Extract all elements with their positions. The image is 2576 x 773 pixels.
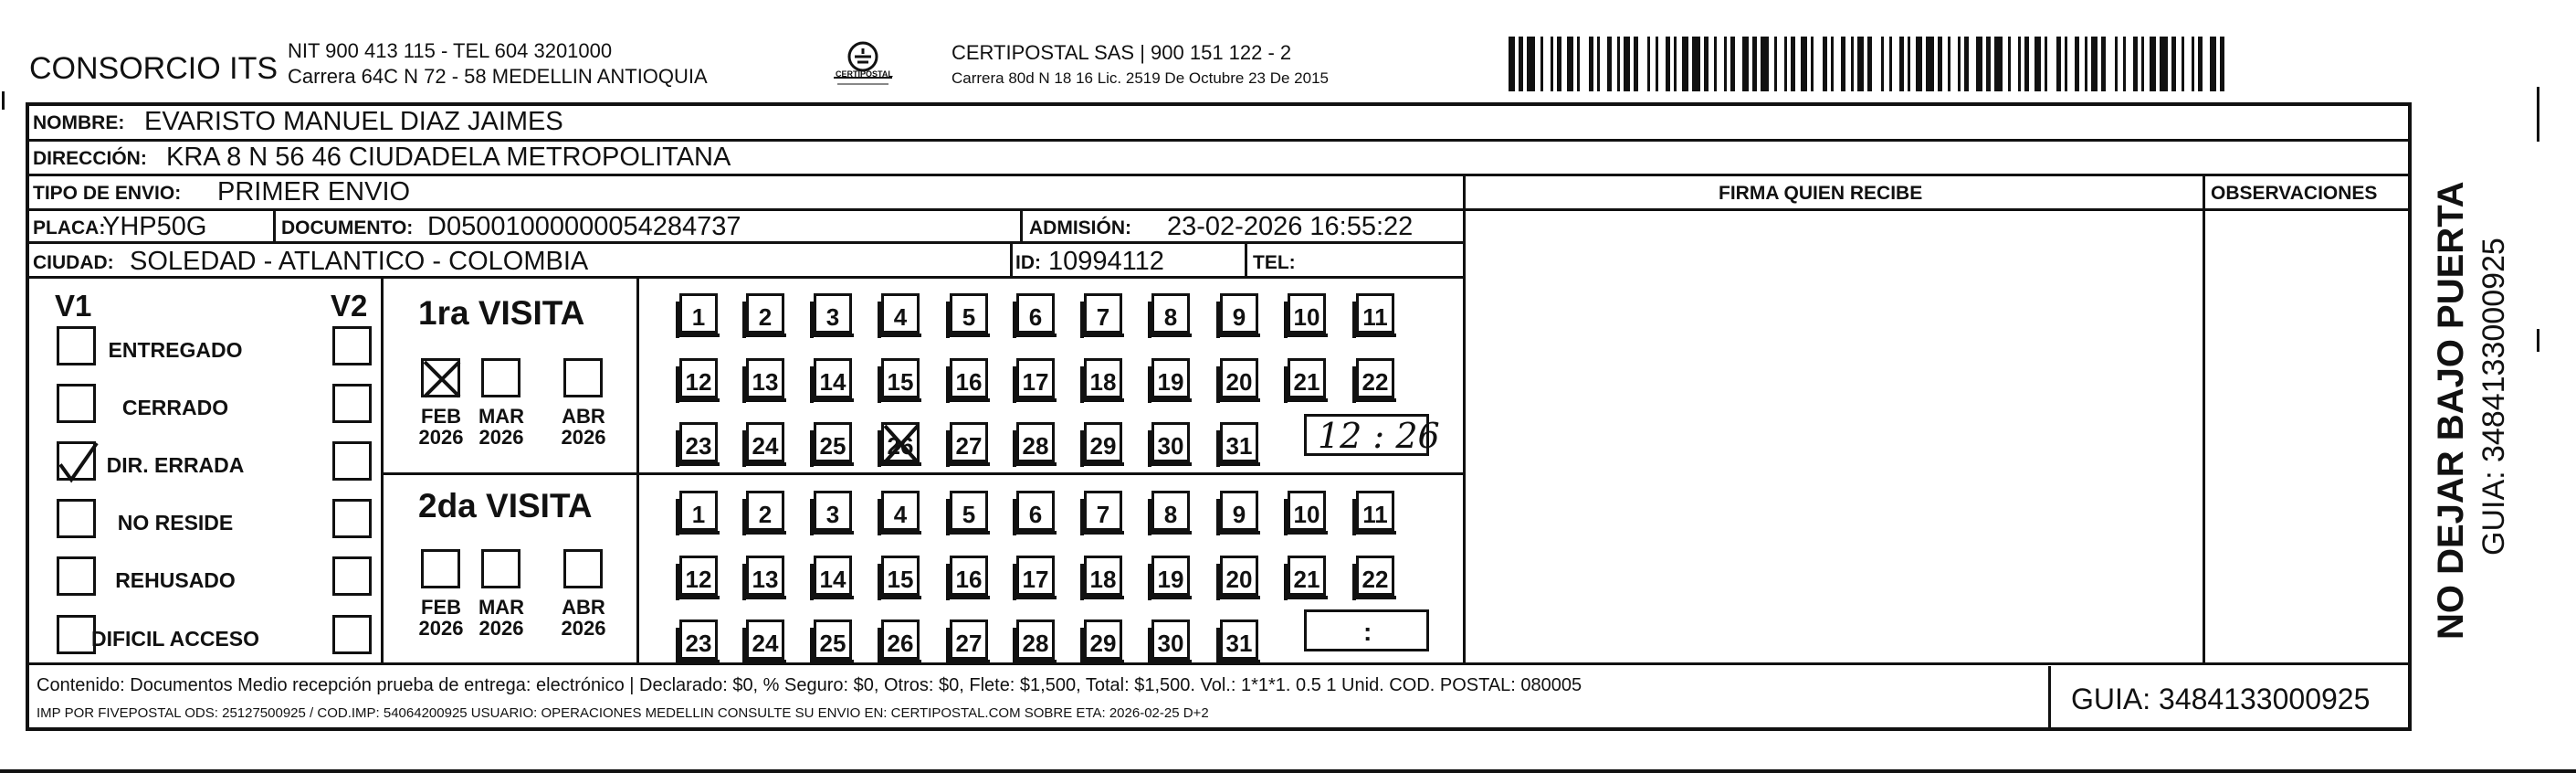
day-number: 6: [1028, 501, 1043, 528]
day-number: 28: [1022, 432, 1049, 460]
admision-label: ADMISIÓN:: [1029, 217, 1131, 238]
visit2-month-checkbox[interactable]: [421, 549, 460, 588]
v2-checkbox[interactable]: [332, 384, 372, 423]
day-number: 27: [955, 432, 983, 460]
visit1-day-box[interactable]: [1288, 293, 1326, 334]
day-number: 27: [955, 630, 983, 657]
day-number: 18: [1089, 566, 1117, 593]
visit2-day-box[interactable]: [881, 556, 920, 596]
visit1-month-checkbox[interactable]: [421, 358, 460, 397]
company-nit: NIT 900 413 115 - TEL 604 3201000: [288, 39, 613, 62]
status-option-label: REHUSADO: [115, 568, 236, 592]
visit1-month-checkbox[interactable]: [481, 358, 520, 397]
visit1-time-box[interactable]: [1304, 414, 1440, 456]
visit1-day-box[interactable]: [881, 422, 920, 462]
visit2-day-box[interactable]: [1151, 619, 1190, 660]
visit1-day-box[interactable]: [1356, 293, 1394, 334]
visit2-day-box[interactable]: [1084, 619, 1122, 660]
visit1-day-box[interactable]: [1084, 293, 1122, 334]
visit1-day-box[interactable]: [1084, 358, 1122, 398]
placa-label: PLACA:: [33, 217, 106, 238]
day-number: 2: [758, 303, 773, 331]
visit1-day-box[interactable]: [679, 293, 718, 334]
direccion-value: KRA 8 N 56 46 CIUDADELA METROPOLITANA: [166, 143, 731, 172]
visit1-month-checkbox[interactable]: [563, 358, 603, 397]
visit2-month-label: FEB 2026: [418, 596, 464, 641]
v2-checkbox[interactable]: [332, 556, 372, 596]
day-number: 21: [1293, 368, 1320, 396]
visit2-day-box[interactable]: [1151, 491, 1190, 531]
visit2-day-box[interactable]: [746, 491, 784, 531]
visit2-day-box[interactable]: [679, 491, 718, 531]
admision-value: 23-02-2026 16:55:22: [1167, 212, 1414, 241]
tel-label: TEL:: [1253, 252, 1296, 273]
day-number: 14: [819, 566, 846, 593]
visit1-month-label: FEB 2026: [418, 405, 464, 450]
visit1-day-box[interactable]: [814, 358, 852, 398]
day-number: 30: [1157, 432, 1184, 460]
status-option-label: DIR. ERRADA: [106, 453, 245, 477]
visit2-day-box[interactable]: [1220, 491, 1258, 531]
day-number: 17: [1022, 566, 1049, 593]
visit2-day-box[interactable]: [746, 556, 784, 596]
visit2-day-box[interactable]: [1356, 491, 1394, 531]
visit1-day-box[interactable]: [1151, 293, 1190, 334]
contenido-text: Contenido: Documentos Medio recepción prueba de entrega: electrónico | Declarado: $0, % Seguro: $0, Otros: $0, Flete: $1,500, Total: $1,500. Vol.: 1*1*1. 0.5 1 Unid. COD. POSTAL: 080005: [37, 675, 1582, 695]
v2-label: V2: [331, 289, 368, 323]
day-number: 29: [1089, 432, 1117, 460]
nombre-value: EVARISTO MANUEL DIAZ JAIMES: [144, 107, 563, 136]
day-number: 31: [1225, 432, 1253, 460]
visit1-day-box[interactable]: [679, 358, 718, 398]
no-dejar-notice: NO DEJAR BAJO PUERTA: [2431, 181, 2471, 640]
x-mark-icon: [421, 358, 463, 400]
day-number: 19: [1157, 368, 1184, 396]
direccion-label: DIRECCIÓN:: [33, 148, 147, 169]
v1-label: V1: [55, 289, 92, 323]
visit2-day-box[interactable]: [1084, 556, 1122, 596]
visit2-day-box[interactable]: [1220, 619, 1258, 660]
visit2-month-checkbox[interactable]: [481, 549, 520, 588]
day-number: 22: [1362, 368, 1389, 396]
visit1-day-box[interactable]: [1016, 358, 1055, 398]
visit2-day-box[interactable]: [950, 556, 988, 596]
visit2-day-box[interactable]: [1288, 491, 1326, 531]
courier-info: CERTIPOSTAL SAS | 900 151 122 - 2: [952, 41, 1292, 64]
visit1-day-box[interactable]: [814, 293, 852, 334]
day-number: 4: [893, 501, 908, 528]
logo-label: CERTIPOSTAL: [836, 69, 893, 79]
ciudad-value: SOLEDAD - ATLANTICO - COLOMBIA: [130, 247, 589, 276]
day-number: 5: [962, 303, 976, 331]
imp-text: IMP POR FIVEPOSTAL ODS: 25127500925 / COD.IMP: 54064200925 USUARIO: OPERACIONES MEDELLIN CONSULTE SU ENVIO EN: CERTIPOSTAL.COM SOBRE ETA: 2026-02-25 D+2: [37, 705, 1209, 721]
day-number: 28: [1022, 630, 1049, 657]
visit2-day-box[interactable]: [814, 491, 852, 531]
guia-box: [2048, 666, 2412, 731]
visit1-day-box[interactable]: [679, 422, 718, 462]
visit1-day-box[interactable]: [881, 293, 920, 334]
day-number: 3: [825, 501, 840, 528]
company-address: Carrera 64C N 72 - 58 MEDELLIN ANTIOQUIA: [288, 65, 708, 88]
day-number: 11: [1362, 303, 1388, 331]
day-number: 22: [1362, 566, 1389, 593]
visit1-day-box[interactable]: [1220, 422, 1258, 462]
courier-license: Carrera 80d N 18 16 Lic. 2519 De Octubre 23 De 2015: [952, 69, 1329, 87]
visit1-day-box[interactable]: [814, 422, 852, 462]
certipostal-logo: [826, 37, 899, 93]
documento-label: DOCUMENTO:: [281, 217, 414, 238]
id-label: ID:: [1015, 252, 1041, 273]
company-name: CONSORCIO ITS: [29, 51, 279, 86]
visit1-day-box[interactable]: [1220, 293, 1258, 334]
day-number: 15: [887, 368, 914, 396]
day-number: 2: [758, 501, 773, 528]
visit2-day-box[interactable]: [950, 491, 988, 531]
status-option-label: CERRADO: [121, 396, 229, 419]
day-number: 18: [1089, 368, 1117, 396]
visit2-title: 2da VISITA: [418, 487, 593, 524]
visit1-day-box[interactable]: [746, 358, 784, 398]
visit2-day-box[interactable]: [1016, 619, 1055, 660]
visit1-day-box[interactable]: [881, 358, 920, 398]
day-number: 1: [691, 303, 706, 331]
visit1-day-box[interactable]: [746, 293, 784, 334]
visit2-month-checkbox[interactable]: [563, 549, 603, 588]
day-number: 8: [1163, 501, 1178, 528]
day-number: 17: [1022, 368, 1049, 396]
observaciones-header: OBSERVACIONES: [2211, 183, 2378, 204]
day-number: 24: [752, 630, 779, 657]
visit1-day-box[interactable]: [1151, 422, 1190, 462]
visit2-time: :: [1363, 618, 1372, 646]
visit2-month-label: MAR 2026: [478, 596, 525, 641]
visit2-day-box[interactable]: [1016, 491, 1055, 531]
side-guia: GUIA: 3484133000925: [2476, 238, 2511, 556]
day-number: 1: [691, 501, 706, 528]
day-number: 10: [1293, 501, 1320, 528]
visit2-time-box[interactable]: [1304, 609, 1429, 651]
day-number: 16: [955, 566, 983, 593]
firma-header: FIRMA QUIEN RECIBE: [1719, 183, 1923, 204]
visit1-day-box[interactable]: [1016, 422, 1055, 462]
day-number: 19: [1157, 566, 1184, 593]
tipo-envio-label: TIPO DE ENVIO:: [33, 183, 182, 204]
tipo-envio-value: PRIMER ENVIO: [217, 177, 411, 206]
barcode: [1505, 37, 2226, 93]
day-number: 7: [1096, 303, 1110, 331]
visit1-day-box[interactable]: [1151, 358, 1190, 398]
visit2-day-box[interactable]: [679, 619, 718, 660]
day-number: 13: [752, 566, 779, 593]
day-number: 3: [825, 303, 840, 331]
visit2-day-box[interactable]: [1220, 556, 1258, 596]
day-number: 16: [955, 368, 983, 396]
id-value: 10994112: [1048, 247, 1164, 276]
visit2-day-box[interactable]: [1151, 556, 1190, 596]
v2-checkbox[interactable]: [332, 326, 372, 365]
day-number: 29: [1089, 630, 1117, 657]
day-number: 25: [819, 630, 846, 657]
visit2-month-label: ABR 2026: [561, 596, 606, 641]
day-number: 10: [1293, 303, 1320, 331]
day-number: 8: [1163, 303, 1178, 331]
day-number: 4: [893, 303, 908, 331]
visit2-day-box[interactable]: [1356, 556, 1394, 596]
visit1-day-box[interactable]: [1016, 293, 1055, 334]
day-number: 31: [1225, 630, 1253, 657]
visit1-month-label: ABR 2026: [561, 405, 606, 450]
day-number: 14: [819, 368, 846, 396]
nombre-label: NOMBRE:: [33, 112, 125, 133]
visit1-day-box[interactable]: [1084, 422, 1122, 462]
day-number: 25: [819, 432, 846, 460]
day-number: 13: [752, 368, 779, 396]
status-option-label: ENTREGADO: [108, 338, 243, 362]
day-number: 23: [685, 432, 712, 460]
visit1-day-box[interactable]: [1288, 358, 1326, 398]
visit1-day-box[interactable]: [950, 422, 988, 462]
placa-value: YHP50G: [102, 212, 207, 241]
day-number: 12: [685, 368, 712, 396]
day-number: 23: [685, 630, 712, 657]
day-number: 6: [1028, 303, 1043, 331]
visit2-day-box[interactable]: [881, 619, 920, 660]
day-number: 26: [887, 432, 914, 460]
visit2-day-box[interactable]: [950, 619, 988, 660]
visit1-day-box[interactable]: [950, 358, 988, 398]
visit2-day-box[interactable]: [1288, 556, 1326, 596]
visit2-day-box[interactable]: [679, 556, 718, 596]
visit2-day-box[interactable]: [881, 491, 920, 531]
x-mark-icon: [881, 422, 921, 466]
day-number: 11: [1362, 501, 1388, 528]
documento-value: D05001000000054284737: [427, 212, 741, 241]
day-number: 20: [1225, 566, 1253, 593]
v2-checkbox[interactable]: [332, 499, 372, 538]
day-number: 30: [1157, 630, 1184, 657]
v2-checkbox[interactable]: [332, 615, 372, 654]
visit1-day-box[interactable]: [746, 422, 784, 462]
day-number: 12: [685, 566, 712, 593]
status-option-label: DIFICIL ACCESO: [90, 627, 259, 651]
guia-footer: GUIA: 3484133000925: [2071, 683, 2371, 715]
visit1-day-box[interactable]: [950, 293, 988, 334]
day-number: 21: [1293, 566, 1320, 593]
visit2-day-box[interactable]: [746, 619, 784, 660]
status-option-label: NO RESIDE: [117, 511, 234, 535]
day-number: 20: [1225, 368, 1253, 396]
day-number: 26: [887, 630, 914, 657]
day-number: 15: [887, 566, 914, 593]
visit1-month-label: MAR 2026: [478, 405, 525, 450]
visit2-day-box[interactable]: [814, 619, 852, 660]
visit1-title: 1ra VISITA: [418, 294, 585, 332]
visit1-day-box[interactable]: [1356, 358, 1394, 398]
day-number: 24: [752, 432, 779, 460]
day-number: 5: [962, 501, 976, 528]
visit1-day-box[interactable]: [1220, 358, 1258, 398]
visit2-day-box[interactable]: [814, 556, 852, 596]
v2-checkbox[interactable]: [332, 441, 372, 481]
visit2-day-box[interactable]: [1084, 491, 1122, 531]
day-number: 9: [1232, 303, 1246, 331]
day-number: 7: [1096, 501, 1110, 528]
ciudad-label: CIUDAD:: [33, 252, 114, 273]
visit2-day-box[interactable]: [1016, 556, 1055, 596]
visit1-time: 12 : 26: [1318, 416, 1440, 456]
day-number: 9: [1232, 501, 1246, 528]
